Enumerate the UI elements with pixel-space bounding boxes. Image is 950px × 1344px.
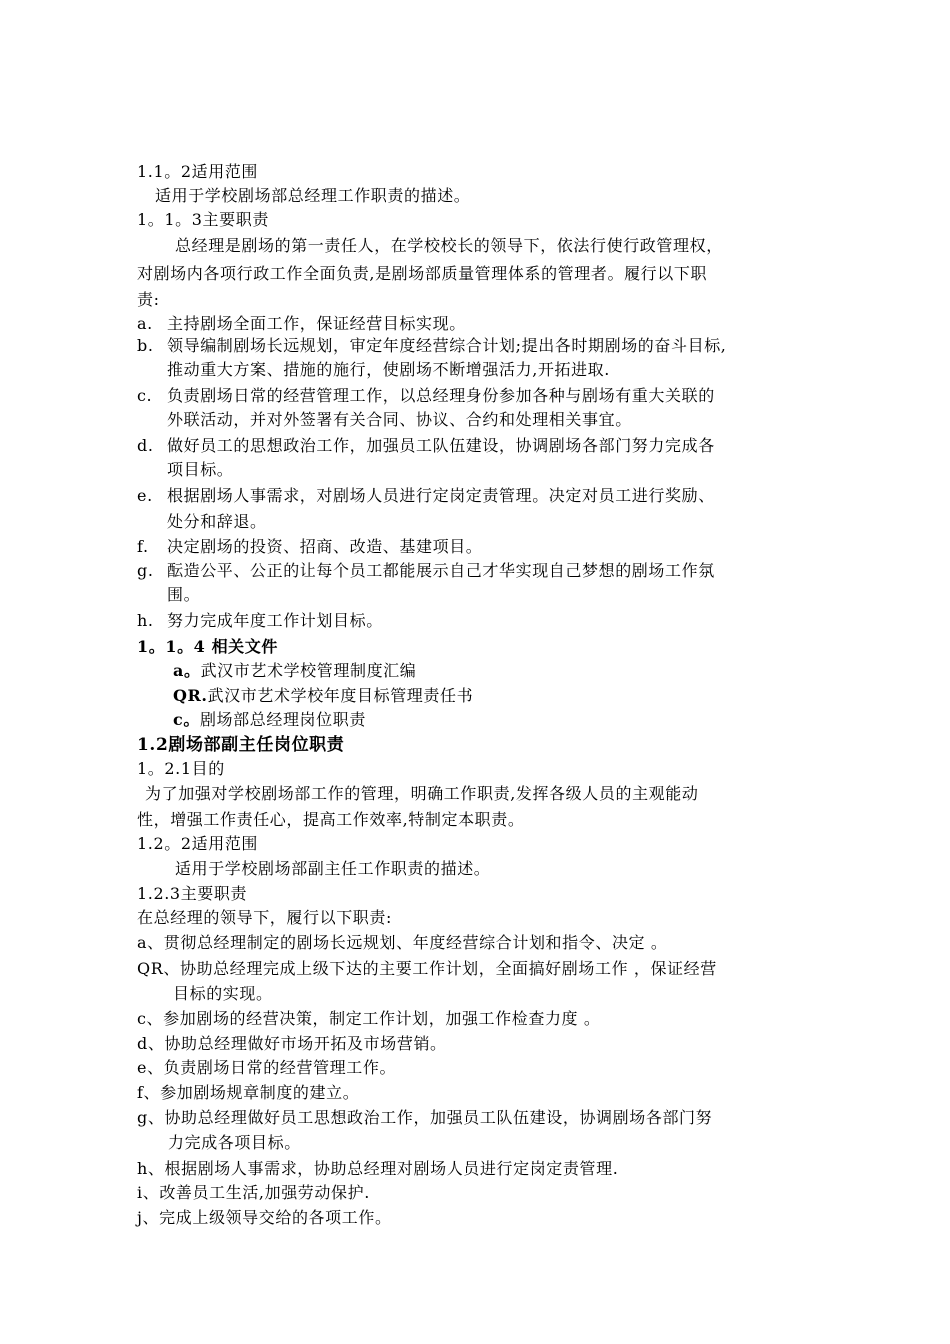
list-marker: a.	[137, 314, 153, 333]
list-text: 武汉市艺术学校年度目标管理责任书	[207, 686, 474, 705]
list-item	[173, 659, 416, 683]
list-item	[137, 484, 715, 508]
list-text: 做好员工的思想政治工作，加强员工队伍建设，协调剧场各部门努力完成各	[167, 436, 715, 455]
list-text-continued: 处分和辞退。	[167, 512, 267, 531]
list-item	[137, 384, 715, 408]
paragraph: 适用于学校剧场部总经理工作职责的描述。	[155, 186, 471, 205]
list-item: d、协助总经理做好市场开拓及市场营销。	[137, 1034, 447, 1053]
list-text: 酝造公平、公正的让每个员工都能展示自己才华实现自己梦想的剧场工作氛	[167, 561, 715, 580]
list-text-continued: 项目标。	[167, 460, 234, 479]
list-text: 努力完成年度工作计划目标。	[167, 611, 383, 630]
list-text-continued: 外联活动，并对外签署有关合同、协议、合约和处理相关事宜。	[167, 410, 632, 429]
list-text-continued: 力完成各项目标。	[168, 1133, 301, 1152]
list-item: c、参加剧场的经营决策，制定工作计划，加强工作检查力度 。	[137, 1009, 601, 1028]
list-text: 领导编制剧场长远规划，审定年度经营综合计划;提出各时期剧场的奋斗目标,	[167, 336, 727, 355]
list-text: 决定剧场的投资、招商、改造、基建项目。	[167, 537, 483, 556]
section-heading-1-2-2: 1.2。2适用范围	[137, 834, 259, 853]
list-marker: d.	[137, 436, 154, 455]
list-item	[137, 559, 715, 583]
list-item	[137, 535, 482, 559]
paragraph-line: 性，增强工作责任心，提高工作效率,特制定本职责。	[137, 810, 525, 829]
list-text: 根据剧场人事需求，对剧场人员进行定岗定责管理。决定对员工进行奖励、	[167, 486, 715, 505]
list-item: g、协助总经理做好员工思想政治工作，加强员工队伍建设，协调剧场各部门努	[137, 1108, 713, 1127]
section-heading-1-1-4: 1。1。4 相关文件	[137, 637, 278, 656]
list-marker: c。	[173, 710, 200, 729]
paragraph: 适用于学校剧场部副主任工作职责的描述。	[175, 859, 491, 878]
list-item	[137, 312, 466, 336]
paragraph: 在总经理的领导下，履行以下职责:	[137, 908, 392, 927]
list-item	[173, 708, 366, 732]
list-item: a、贯彻总经理制定的剧场长远规划、年度经营综合计划和指令、决定 。	[137, 933, 668, 952]
list-marker: e.	[137, 486, 153, 505]
list-item: i、改善员工生活,加强劳动保护.	[137, 1183, 370, 1202]
list-text-continued: 目标的实现。	[173, 984, 273, 1003]
list-marker: QR.	[173, 686, 208, 705]
list-text: 剧场部总经理岗位职责	[199, 710, 366, 729]
section-heading-1-2: 1.2剧场部副主任岗位职责	[137, 735, 345, 755]
section-heading-1-1-3: 1。1。3主要职责	[137, 210, 269, 229]
list-marker: f.	[137, 537, 149, 556]
list-item: e、负责剧场日常的经营管理工作。	[137, 1058, 397, 1077]
list-marker: a。	[173, 661, 201, 680]
list-item	[173, 684, 473, 708]
list-marker: b.	[137, 336, 154, 355]
paragraph-line: 责:	[137, 290, 160, 309]
list-marker: g.	[137, 561, 154, 580]
section-heading-1-2-1: 1。2.1目的	[137, 759, 225, 778]
paragraph-line: 对剧场内各项行政工作全面负责,是剧场部质量管理体系的管理者。履行以下职	[137, 264, 708, 283]
list-item: h、根据剧场人事需求，协助总经理对剧场人员进行定岗定责管理.	[137, 1159, 619, 1178]
list-text: 主持剧场全面工作，保证经营目标实现。	[167, 314, 466, 333]
section-heading-1-2-3: 1.2.3主要职责	[137, 884, 248, 903]
list-text-continued: 围。	[167, 585, 201, 604]
list-marker: h.	[137, 611, 154, 630]
list-text: 负责剧场日常的经营管理工作，以总经理身份参加各种与剧场有重大关联的	[167, 386, 715, 405]
list-item	[137, 334, 726, 358]
list-text: 武汉市艺术学校管理制度汇编	[200, 661, 417, 680]
list-item: f、参加剧场规章制度的建立。	[137, 1083, 360, 1102]
list-item	[137, 609, 383, 633]
list-marker: c.	[137, 386, 153, 405]
section-heading-1-1-2: 1.1。2适用范围	[137, 162, 259, 181]
paragraph-line: 为了加强对学校剧场部工作的管理，明确工作职责,发挥各级人员的主观能动	[145, 784, 699, 803]
paragraph-line: 总经理是剧场的第一责任人，在学校校长的领导下，依法行使行政管理权，	[175, 236, 723, 255]
list-item: QR、协助总经理完成上级下达的主要工作计划，全面搞好剧场工作 ，保证经营	[137, 959, 717, 978]
list-item: j、完成上级领导交给的各项工作。	[137, 1208, 392, 1227]
list-text-continued: 推动重大方案、措施的施行，使剧场不断增强活力,开拓进取.	[167, 360, 610, 379]
list-item	[137, 434, 715, 458]
